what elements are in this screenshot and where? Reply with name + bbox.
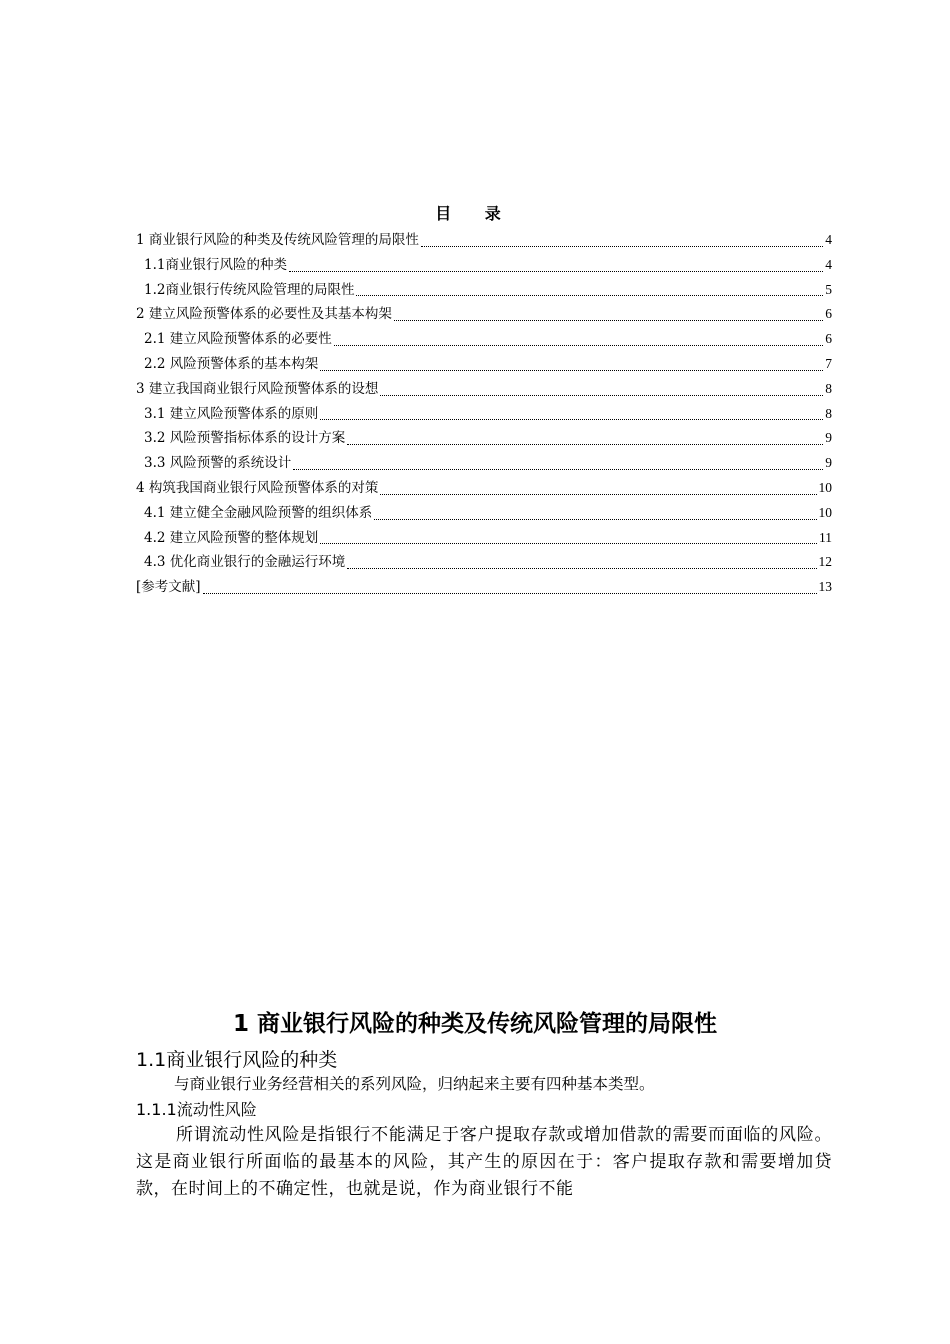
toc-entry[interactable] — [136, 526, 832, 551]
toc-entry-label: [参考文献] — [136, 579, 201, 596]
toc-entry[interactable] — [136, 302, 832, 327]
toc-entry-label: 3 建立我国商业银行风险预警体系的设想 — [136, 380, 379, 397]
toc-entry[interactable] — [136, 451, 832, 476]
toc-leader-dots — [421, 245, 823, 247]
toc-entry-page: 6 — [825, 331, 832, 347]
subsection-paragraph: 所谓流动性风险是指银行不能满足于客户提取存款或增加借款的需要而面临的风险。这是商业银行所面临的最基本的风险，其产生的原因在于：客户提取存款和需要增加贷款，在时间上的不确定性，也就是说，作为商业银行不能 — [136, 1125, 832, 1199]
toc-entry[interactable] — [136, 228, 832, 253]
toc-entry-page: 8 — [825, 380, 832, 396]
toc-title: 目 录 — [435, 204, 515, 223]
toc-entry-label: 4.3 优化商业银行的金融运行环境 — [144, 554, 346, 571]
toc-leader-dots — [289, 270, 823, 272]
toc-entry-page: 4 — [825, 232, 832, 247]
toc-leader-dots — [293, 468, 823, 470]
toc-entry-page: 8 — [825, 405, 832, 421]
toc-entry-label: 4 构筑我国商业银行风险预警体系的对策 — [136, 479, 379, 496]
toc-entry-page: 5 — [825, 281, 832, 297]
toc-leader-dots — [320, 418, 823, 420]
toc-entry-label: 3.2 风险预警指标体系的设计方案 — [144, 430, 346, 447]
toc-entry-label: 4.1 建立健全金融风险预警的组织体系 — [144, 504, 373, 521]
toc-entry-label: 2.1 建立风险预警体系的必要性 — [144, 331, 332, 348]
toc-leader-dots — [203, 592, 817, 594]
toc-entry-label: 2 建立风险预警体系的必要性及其基本构架 — [136, 306, 392, 323]
toc-entry-page: 10 — [818, 479, 832, 495]
toc-entry-page: 9 — [825, 455, 832, 471]
toc-entry[interactable] — [136, 377, 832, 402]
toc-leader-dots — [380, 493, 816, 495]
toc-entry-page: 13 — [818, 579, 832, 595]
toc-entry-label: 1.1商业银行风险的种类 — [144, 256, 287, 273]
toc-entry[interactable] — [136, 278, 832, 303]
subsection-heading: 1.1.1流动性风险 — [136, 1100, 257, 1119]
toc-leader-dots — [394, 319, 823, 321]
toc-entry[interactable] — [136, 501, 832, 526]
toc-entry[interactable] — [136, 426, 832, 451]
toc-entry-page: 6 — [825, 306, 832, 322]
toc-entry-label: 4.2 建立风险预警的整体规划 — [144, 529, 319, 546]
toc-leader-dots — [347, 567, 816, 569]
toc-entry[interactable] — [136, 575, 832, 600]
toc-entry-page: 11 — [819, 529, 832, 545]
toc-entry-page: 12 — [818, 554, 832, 570]
toc-entry-label: 1.2商业银行传统风险管理的局限性 — [144, 281, 355, 298]
toc-leader-dots — [380, 394, 823, 396]
toc-entry-label: 3.3 风险预警的系统设计 — [144, 455, 292, 472]
toc-entry-page: 9 — [825, 430, 832, 446]
toc-leader-dots — [334, 344, 823, 346]
toc-entry[interactable] — [136, 352, 832, 377]
toc-entry[interactable] — [136, 253, 832, 278]
chapter-heading: 1 商业银行风险的种类及传统风险管理的局限性 — [232, 1011, 717, 1037]
toc-entry[interactable] — [136, 550, 832, 575]
toc-leader-dots — [320, 542, 817, 544]
toc-leader-dots — [374, 518, 816, 520]
toc-entry-page: 10 — [818, 504, 832, 520]
toc-leader-dots — [347, 443, 823, 445]
section-heading: 1.1商业银行风险的种类 — [136, 1049, 338, 1071]
toc-entry[interactable] — [136, 402, 832, 427]
toc-entry[interactable] — [136, 327, 832, 352]
toc-leader-dots — [320, 369, 823, 371]
toc-entry[interactable] — [136, 476, 832, 501]
toc-entry-label: 2.2 风险预警体系的基本构架 — [144, 355, 319, 372]
table-of-contents — [136, 228, 832, 600]
section-intro-paragraph: 与商业银行业务经营相关的系列风险，归纳起来主要有四种基本类型。 — [174, 1075, 655, 1093]
toc-entry-label: 1 商业银行风险的种类及传统风险管理的局限性 — [136, 232, 419, 248]
toc-entry-page: 4 — [825, 256, 832, 272]
toc-entry-page: 7 — [825, 355, 832, 371]
toc-leader-dots — [356, 294, 823, 296]
toc-entry-label: 3.1 建立风险预警体系的原则 — [144, 405, 319, 422]
